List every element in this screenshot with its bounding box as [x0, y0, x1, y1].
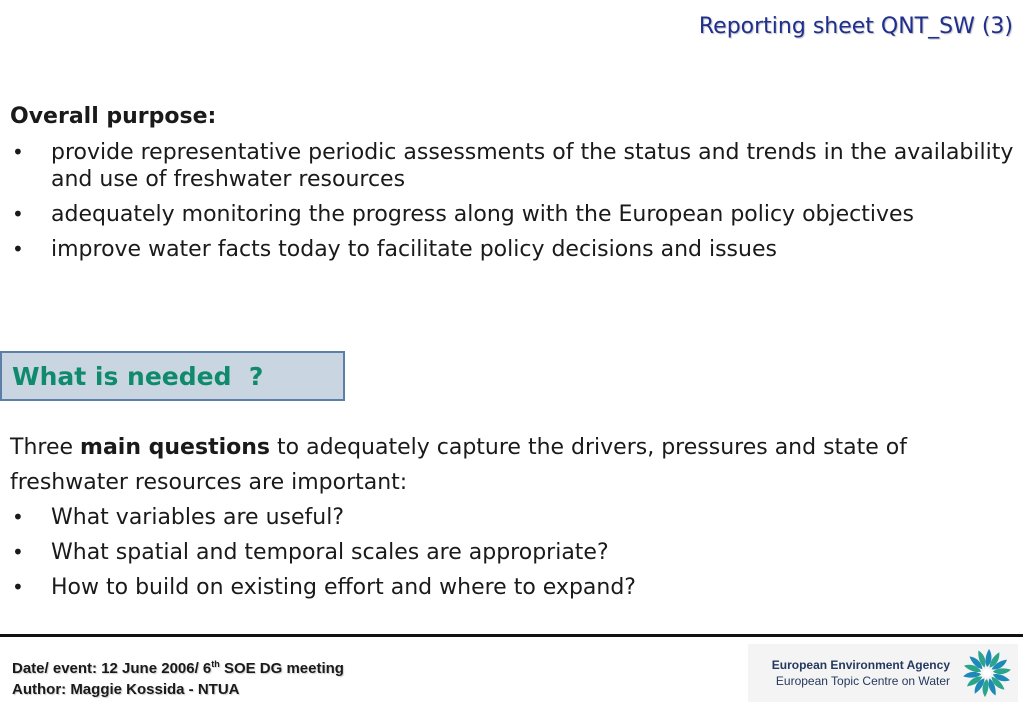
footer-info	[12, 654, 344, 700]
list-item-text: improve water facts today to facilitate policy decisions and issues	[51, 237, 777, 262]
questions-intro	[10, 430, 1015, 500]
list-item-text: What spatial and temporal scales are appropriate?	[51, 540, 609, 565]
slide-title: Reporting sheet QNT_SW (3)	[698, 14, 1013, 39]
footer-divider	[0, 634, 1023, 637]
questions-list	[10, 504, 1015, 609]
list-item	[10, 539, 1015, 566]
logo-line-etc: European Topic Centre on Water	[775, 674, 950, 688]
bullet-icon: •	[12, 575, 24, 599]
intro-suffix: to adequately capture the drivers, pressures and state of freshwater resources are important:	[10, 435, 908, 495]
list-item-text: adequately monitoring the progress along with the European policy objectives	[51, 202, 914, 227]
bullet-icon: •	[12, 202, 24, 226]
footer-date: Date/ event: 12 June 2006/ 6th SOE DG meeting	[12, 659, 344, 677]
logo-line-agency: European Environment Agency	[771, 658, 950, 672]
list-item	[10, 574, 1015, 601]
list-item	[10, 236, 1015, 263]
list-item	[10, 139, 1015, 193]
list-item-text: provide representative periodic assessments of the status and trends in the availability and use of freshwater resources	[51, 140, 1014, 192]
footer-author: Author: Maggie Kossida - NTUA	[12, 681, 240, 698]
list-item	[10, 201, 1015, 228]
list-item	[10, 504, 1015, 531]
bullet-icon: •	[12, 540, 24, 564]
bullet-icon: •	[12, 505, 24, 529]
what-is-needed-heading: What is needed ?	[0, 351, 345, 401]
bullet-icon: •	[12, 237, 24, 261]
purpose-heading: Overall purpose:	[10, 104, 217, 129]
purpose-list	[10, 139, 1015, 271]
intro-bold: main questions	[80, 435, 271, 460]
swirl-center	[983, 669, 991, 677]
eea-swirl-icon	[960, 646, 1014, 700]
intro-prefix: Three	[10, 435, 81, 460]
list-item-text: How to build on existing effort and where to expand?	[51, 575, 636, 600]
list-item-text: What variables are useful?	[51, 505, 344, 530]
logo-text	[748, 657, 960, 689]
bullet-icon: •	[12, 140, 24, 164]
eea-logo	[748, 644, 1018, 702]
